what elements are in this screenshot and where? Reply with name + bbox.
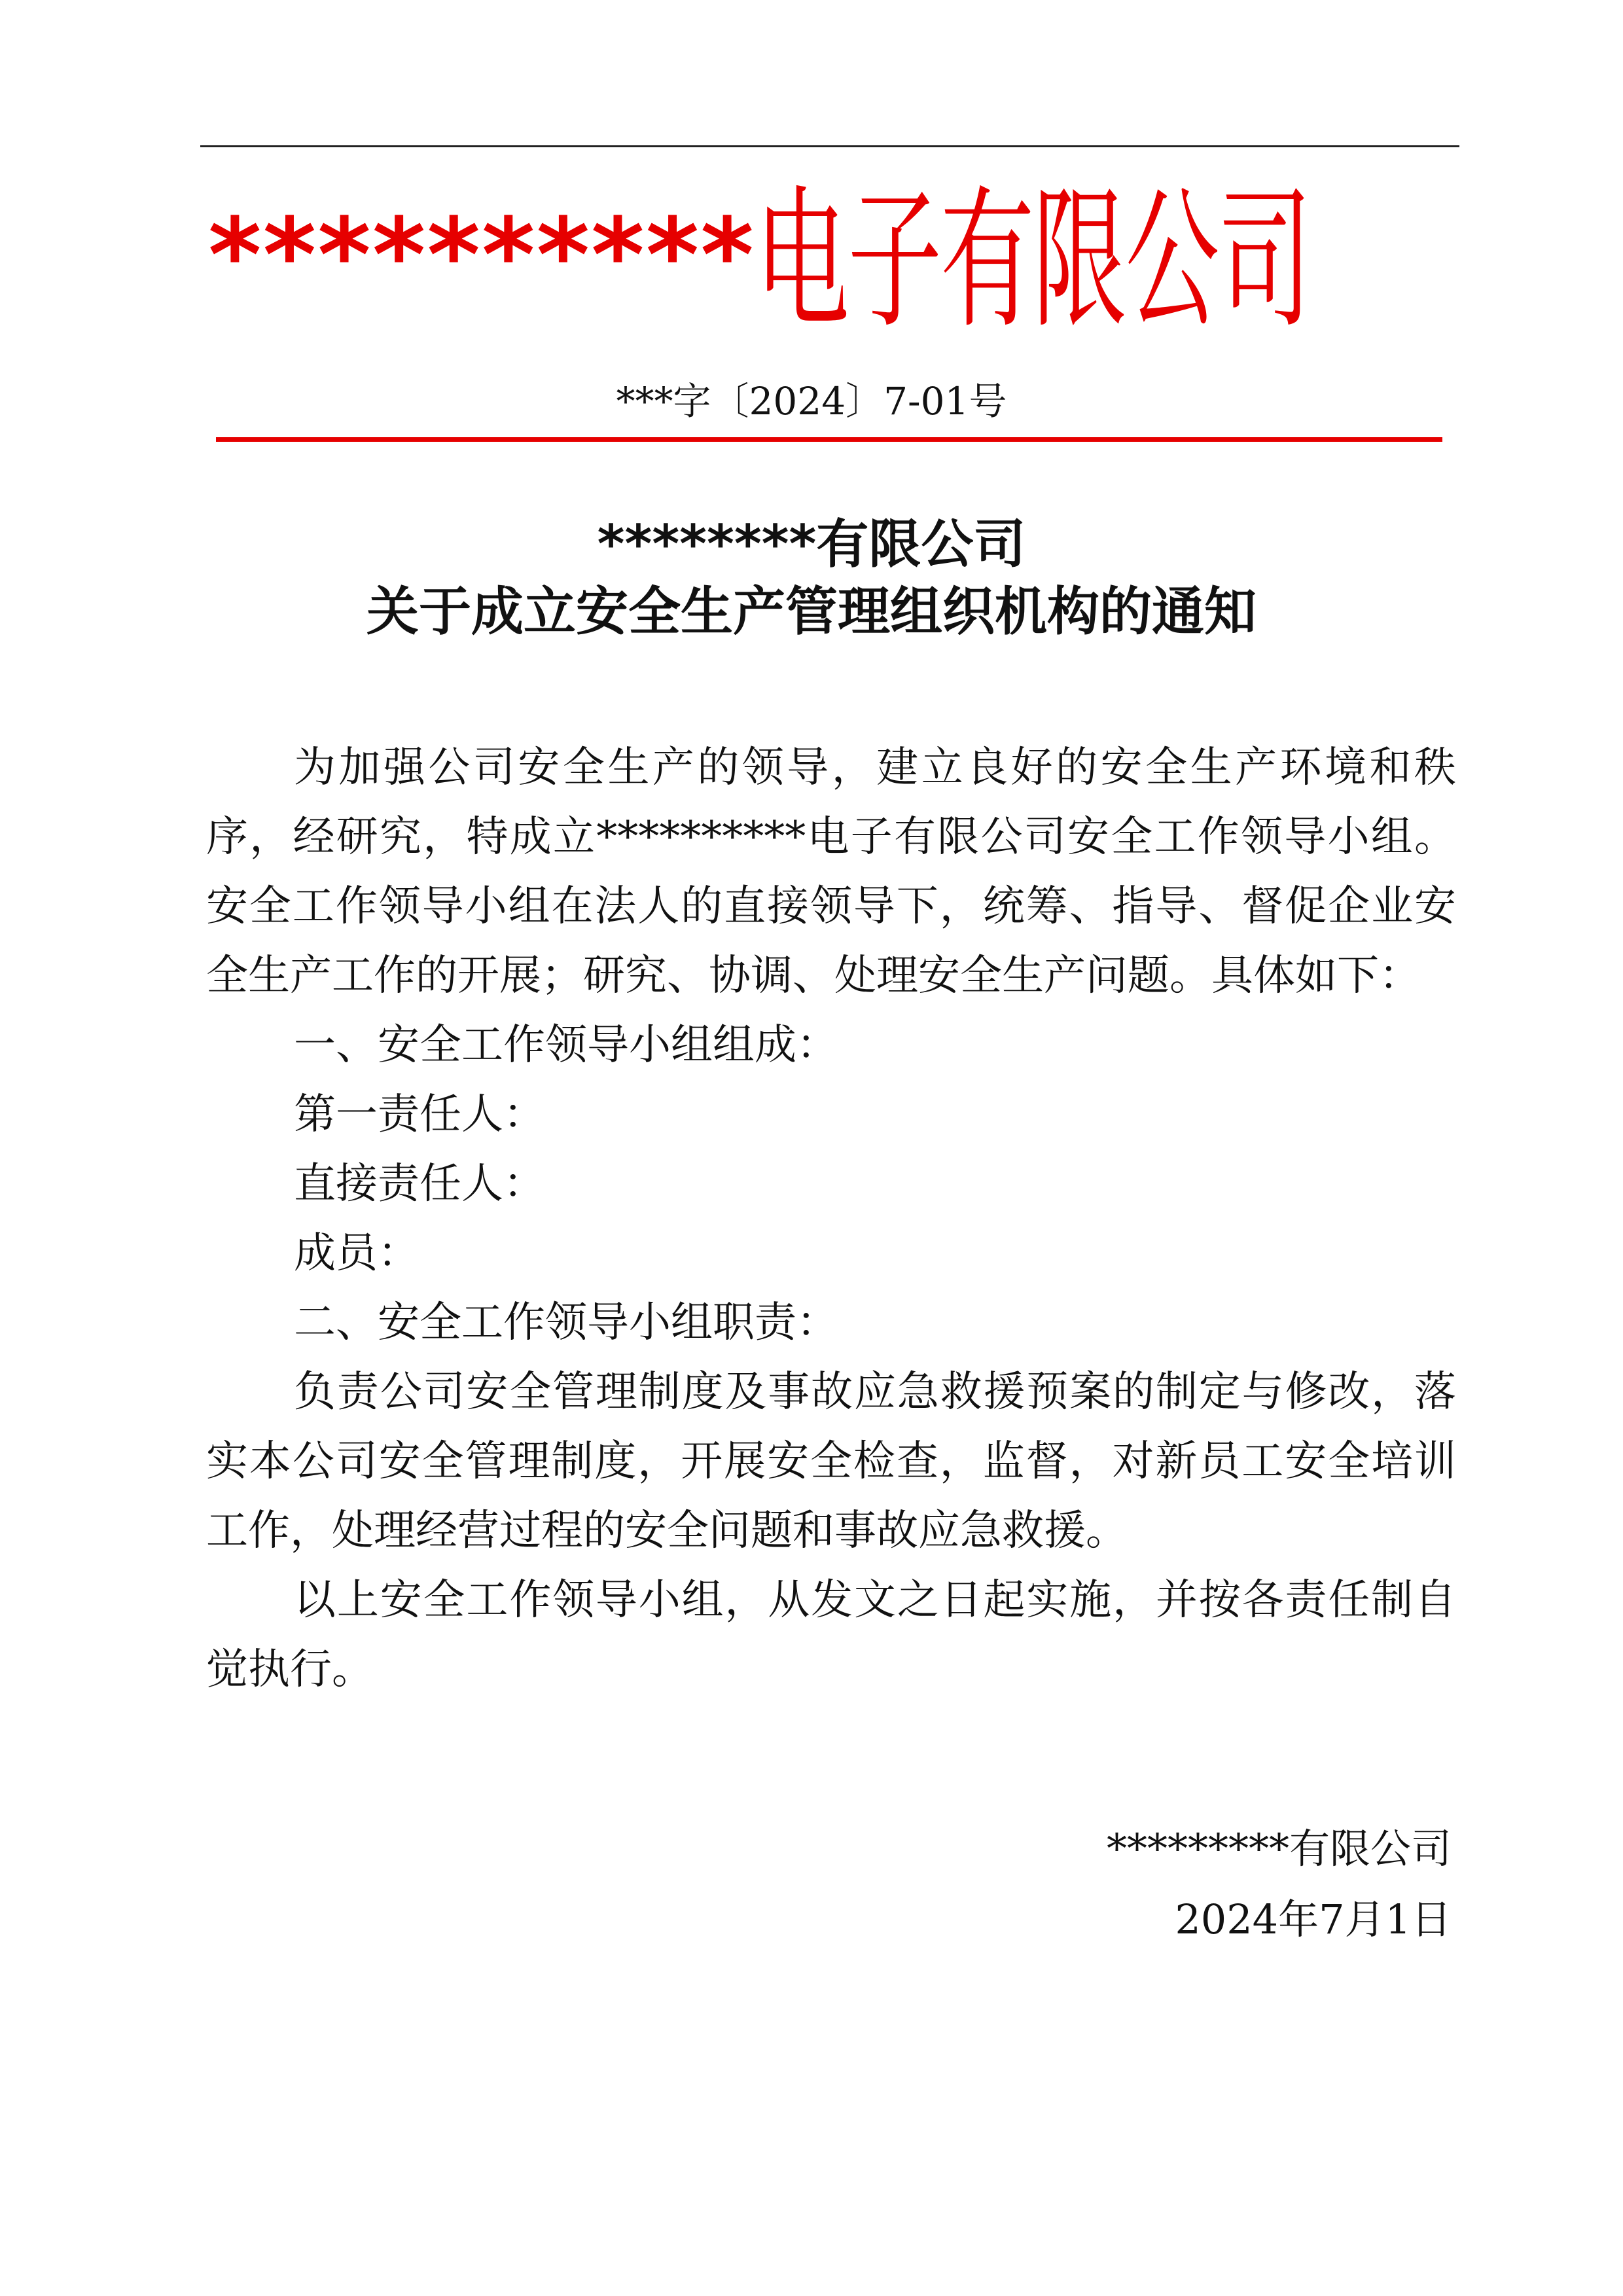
company-letterhead — [0, 164, 1623, 352]
signature-company: *********有限公司 — [1106, 1825, 1452, 1873]
paragraph-duties: 负责公司安全管理制度及事故应急救援预案的制定与修改，落实本公司安全管理制度，开展安全检查，监督，对新员工安全培训工作，处理经营过程的安全问题和事故应急救援。 — [206, 1368, 1456, 1555]
paragraph-closing: 以上安全工作领导小组，从发文之日起实施，并按各责任制自觉执行。 — [206, 1576, 1456, 1694]
red-divider — [216, 437, 1442, 442]
direct-responsible-person: 直接责任人： — [294, 1160, 545, 1208]
notice-title-company: ********有限公司 — [597, 514, 1026, 575]
top-divider — [200, 145, 1459, 147]
signature-date: 2024年7月1日 — [1175, 1895, 1452, 1943]
notice-body — [206, 733, 1456, 1704]
first-responsible-person: 第一责任人： — [294, 1090, 545, 1139]
section-two-heading: 二、安全工作领导小组职责： — [294, 1299, 838, 1347]
document-number: ***字〔2024〕7-01号 — [616, 379, 1007, 423]
notice-title: 关于成立安全生产管理组织机构的通知 — [366, 581, 1257, 642]
section-one-heading: 一、安全工作领导小组组成： — [294, 1021, 838, 1069]
members: 成员： — [294, 1229, 419, 1278]
paragraph-intro: 为加强公司安全生产的领导，建立良好的安全生产环境和秩序，经研究，特成立**********电子有限公司安全工作领导小组。安全工作领导小组在法人的直接领导下，统筹、指导、督促企业安全生产工作的开展；研究、协调、处理安全生产问题。具体如下： — [206, 744, 1456, 1000]
letterhead-stars: ********** — [208, 196, 755, 315]
letterhead-company-name: 电子有限公司 — [755, 172, 1311, 349]
